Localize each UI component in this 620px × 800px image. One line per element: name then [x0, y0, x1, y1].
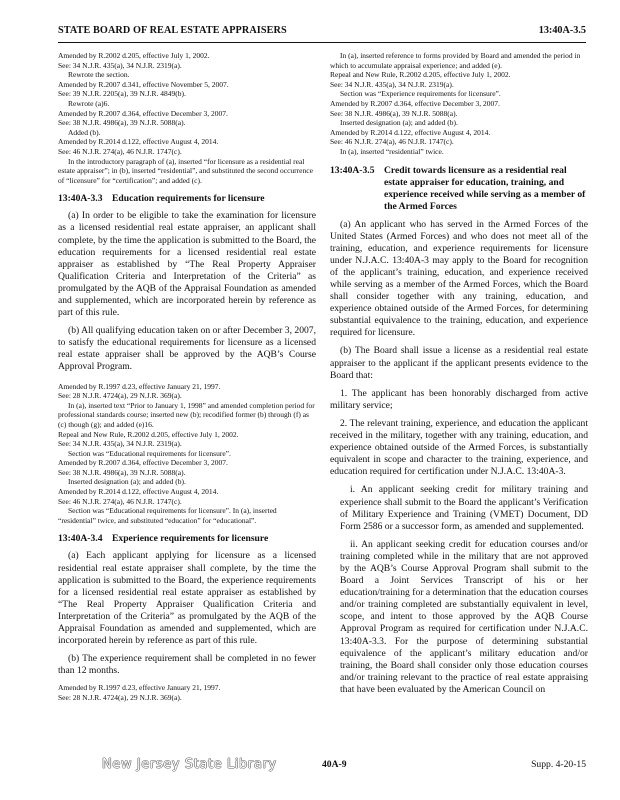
paragraph: (b) The experience requirement shall be completed in no fewer than 12 months. [58, 653, 316, 677]
history-note: See: 34 N.J.R. 435(a), 34 N.J.R. 2319(a). [58, 60, 182, 70]
history-note: See: 38 N.J.R. 4986(a), 39 N.J.R. 5088(a). [330, 108, 458, 118]
history-note: Amended by R.2007 d.364, effective December 3, 2007. [330, 98, 500, 108]
history-note: See: 46 N.J.R. 274(a), 46 N.J.R. 1747(c). [58, 496, 182, 506]
section-title: Credit towards licensure as a residential real estate appraiser for education, training, and experience received while serving as a member of the Armed Forces [384, 164, 586, 212]
right-column [330, 51, 588, 696]
history-note: See: 34 N.J.R. 435(a), 34 N.J.R. 2319(a). [58, 439, 182, 449]
history-note: In (a), inserted reference to forms provided by Board and amended the period in which to accumulate appraisal experience; and added (e). [330, 51, 581, 70]
history-notes [330, 51, 588, 157]
history-note: Amended by R.2007 d.341, effective November 5, 2007. [58, 79, 229, 89]
section-heading [58, 533, 316, 544]
history-note: See: 34 N.J.R. 435(a), 34 N.J.R. 2319(a). [330, 79, 454, 89]
header-section-number: 13:40A-3.5 [538, 25, 586, 36]
history-note: Rewrote (a)6. [68, 98, 110, 108]
history-note: Amended by R.1997 d.23, effective January 21, 1997. [58, 683, 221, 693]
history-note: See: 46 N.J.R. 274(a), 46 N.J.R. 1747(c). [58, 146, 182, 156]
page-footer [58, 756, 586, 776]
history-note: Section was “Educational requirements for licensure”. [68, 448, 231, 458]
history-note: Amended by R.1997 d.23, effective January 21, 1997. [58, 381, 221, 391]
history-note: Inserted designation (a); and added (b). [340, 118, 458, 128]
history-note: See: 28 N.J.R. 4724(a), 29 N.J.R. 369(a). [58, 692, 182, 702]
library-watermark: New Jersey State Library [102, 757, 277, 772]
history-note: See: 38 N.J.R. 4986(a), 39 N.J.R. 5088(a). [58, 467, 186, 477]
section-heading [330, 165, 588, 213]
history-note: Amended by R.2014 d.122, effective August 4, 2014. [58, 137, 219, 147]
supplement-date: Supp. 4-20-15 [531, 759, 586, 770]
paragraph: (a) In order to be eligible to take the examination for licensure as a licensed residential real estate appraiser, an applicant shall complete, by the time the application is submitted to the Board, the education requirements for a licensed residential real estate appraiser as established by “The Real Property Appraiser Qualification Criteria and Interpretation of the Criteria” as promulgated by the AQB of the Appraisal Foundation as amended and supplemented, which are incorporated herein by reference as part of this rule. [58, 210, 316, 319]
section-heading [58, 193, 316, 204]
section-title: Education requirements for licensure [112, 193, 265, 205]
page-number: 40A-9 [322, 759, 347, 770]
history-note: See: 39 N.J.R. 2205(a), 39 N.J.R. 4849(b). [58, 89, 186, 99]
history-note: Amended by R.2007 d.364, effective December 3, 2007. [58, 108, 228, 118]
paragraph: (a) Each applicant applying for licensure as a licensed residential real estate appraiser shall complete, by the time the application is submitted to the Board, the experience requirements for a licensed residential real estate appraiser as established by “The Real Property Appraiser Qualification Criteria and Interpretation of the Criteria” as promulgated by the AQB of the Appraisal Foundation as amended and supplemented, which are incorporated herein by reference as part of this rule. [58, 550, 316, 647]
history-note: Amended by R.2014 d.122, effective August 4, 2014. [58, 487, 219, 497]
history-note: Repeal and New Rule, R.2002 d.205, effective July 1, 2002. [58, 429, 239, 439]
history-note: Repeal and New Rule, R.2002 d.205, effective July 1, 2002. [330, 70, 511, 80]
history-note: In (a), inserted text “Prior to January 1, 1998” and amended completion period for professional standards course; inserted new (b); recodified former (b) through (f) as (c) though (g); and added (e)16. [58, 400, 315, 429]
history-note: See: 46 N.J.R. 274(a), 46 N.J.R. 1747(c). [330, 137, 454, 147]
history-note: See: 28 N.J.R. 4724(a), 29 N.J.R. 369(a). [58, 391, 182, 401]
running-header [58, 24, 586, 43]
paragraph: (a) An applicant who has served in the Armed Forces of the United States (Armed Forces) and who does not meet all of the training, education, and experience requirements for licensure under N.J.A.C. 13:40A-3 may apply to the Board for recognition of the applicant’s training, education, and experience received while serving as a member of the Armed Forces, which the Board shall consider together with any training, education, and experience obtained outside of the Armed Forces, for determining substantial equivalence to the training, education, and experience required for licensure. [330, 218, 588, 339]
paragraph: i. An applicant seeking credit for military training and experience shall submit to the Board the applicant’s Verification of Military Experience and Training (VMET) Document, DD Form 2586 or a successor form, as amended and supplemented. [340, 484, 588, 532]
section-number: 13:40A-3.4 [58, 533, 103, 545]
history-note: Inserted designation (a); and added (b). [68, 477, 186, 487]
left-column [58, 51, 316, 703]
paragraph: 2. The relevant training, experience, and education the applicant received in the military, together with any training, education, and experience obtained outside of the Armed Forces, is substantially equivalent in scope and character to the training, experience, and education required for certification under N.J.A.C. 13:40A-3. [330, 417, 588, 478]
history-note: Rewrote the section. [68, 70, 130, 80]
history-note: Section was “Experience requirements for licensure”. [340, 89, 501, 99]
history-note: Section was “Educational requirements for licensure”. In (a), inserted “residential” twice, and substituted “education” for “educational”. [58, 506, 277, 525]
paragraph: (b) The Board shall issue a license as a residential real estate appraiser to the applicant if the applicant presents evidence to the Board that: [330, 345, 588, 381]
history-note: Added (b). [68, 127, 101, 137]
paragraph: ii. An applicant seeking credit for education courses and/or training completed while in the military that are not approved by the AQB’s Course Approval Program shall submit to the Board a Joint Services Transcript of his or her education/training for a determination that the education courses and/or training completed are substantially equivalent in level, scope, and intent to those approved by the AQB Course Approval Program as required for certification under N.J.A.C. 13:40A-3.3. For the purpose of determining substantial equivalence of the applicant’s military education and/or training, the Board shall consider only those education courses and/or training relevant to the practice of real estate appraising that have been evaluated by the American Council on [340, 538, 588, 695]
history-note: Amended by R.2002 d.205, effective July 1, 2002. [58, 51, 210, 60]
paragraph: 1. The applicant has been honorably discharged from active military service; [330, 387, 588, 411]
paragraph: (b) All qualifying education taken on or after December 3, 2007, to satisfy the educational requirements for licensure as a licensed real estate appraiser shall be approved by the AQB’s Course Approval Program. [58, 325, 316, 373]
history-note: See: 38 N.J.R. 4986(a), 39 N.J.R. 5088(a). [58, 118, 186, 128]
history-note: Amended by R.2014 d.122, effective August 4, 2014. [330, 127, 491, 137]
history-note: In the introductory paragraph of (a), inserted “for licensure as a residential real estate appraiser”; in (b), inserted “residential”, and substituted the second occurrence of “licensure” for “certification”; and added (c). [58, 156, 313, 185]
section-number: 13:40A-3.5 [330, 164, 375, 176]
section-title: Experience requirements for licensure [112, 533, 269, 545]
history-note: In (a), inserted “residential” twice. [340, 146, 444, 156]
history-notes [58, 51, 316, 185]
section-number: 13:40A-3.3 [58, 193, 103, 205]
history-notes [58, 382, 316, 526]
history-notes [58, 683, 316, 702]
header-title: STATE BOARD OF REAL ESTATE APPRAISERS [58, 25, 287, 36]
history-note: Amended by R.2007 d.364, effective December 3, 2007. [58, 458, 228, 468]
